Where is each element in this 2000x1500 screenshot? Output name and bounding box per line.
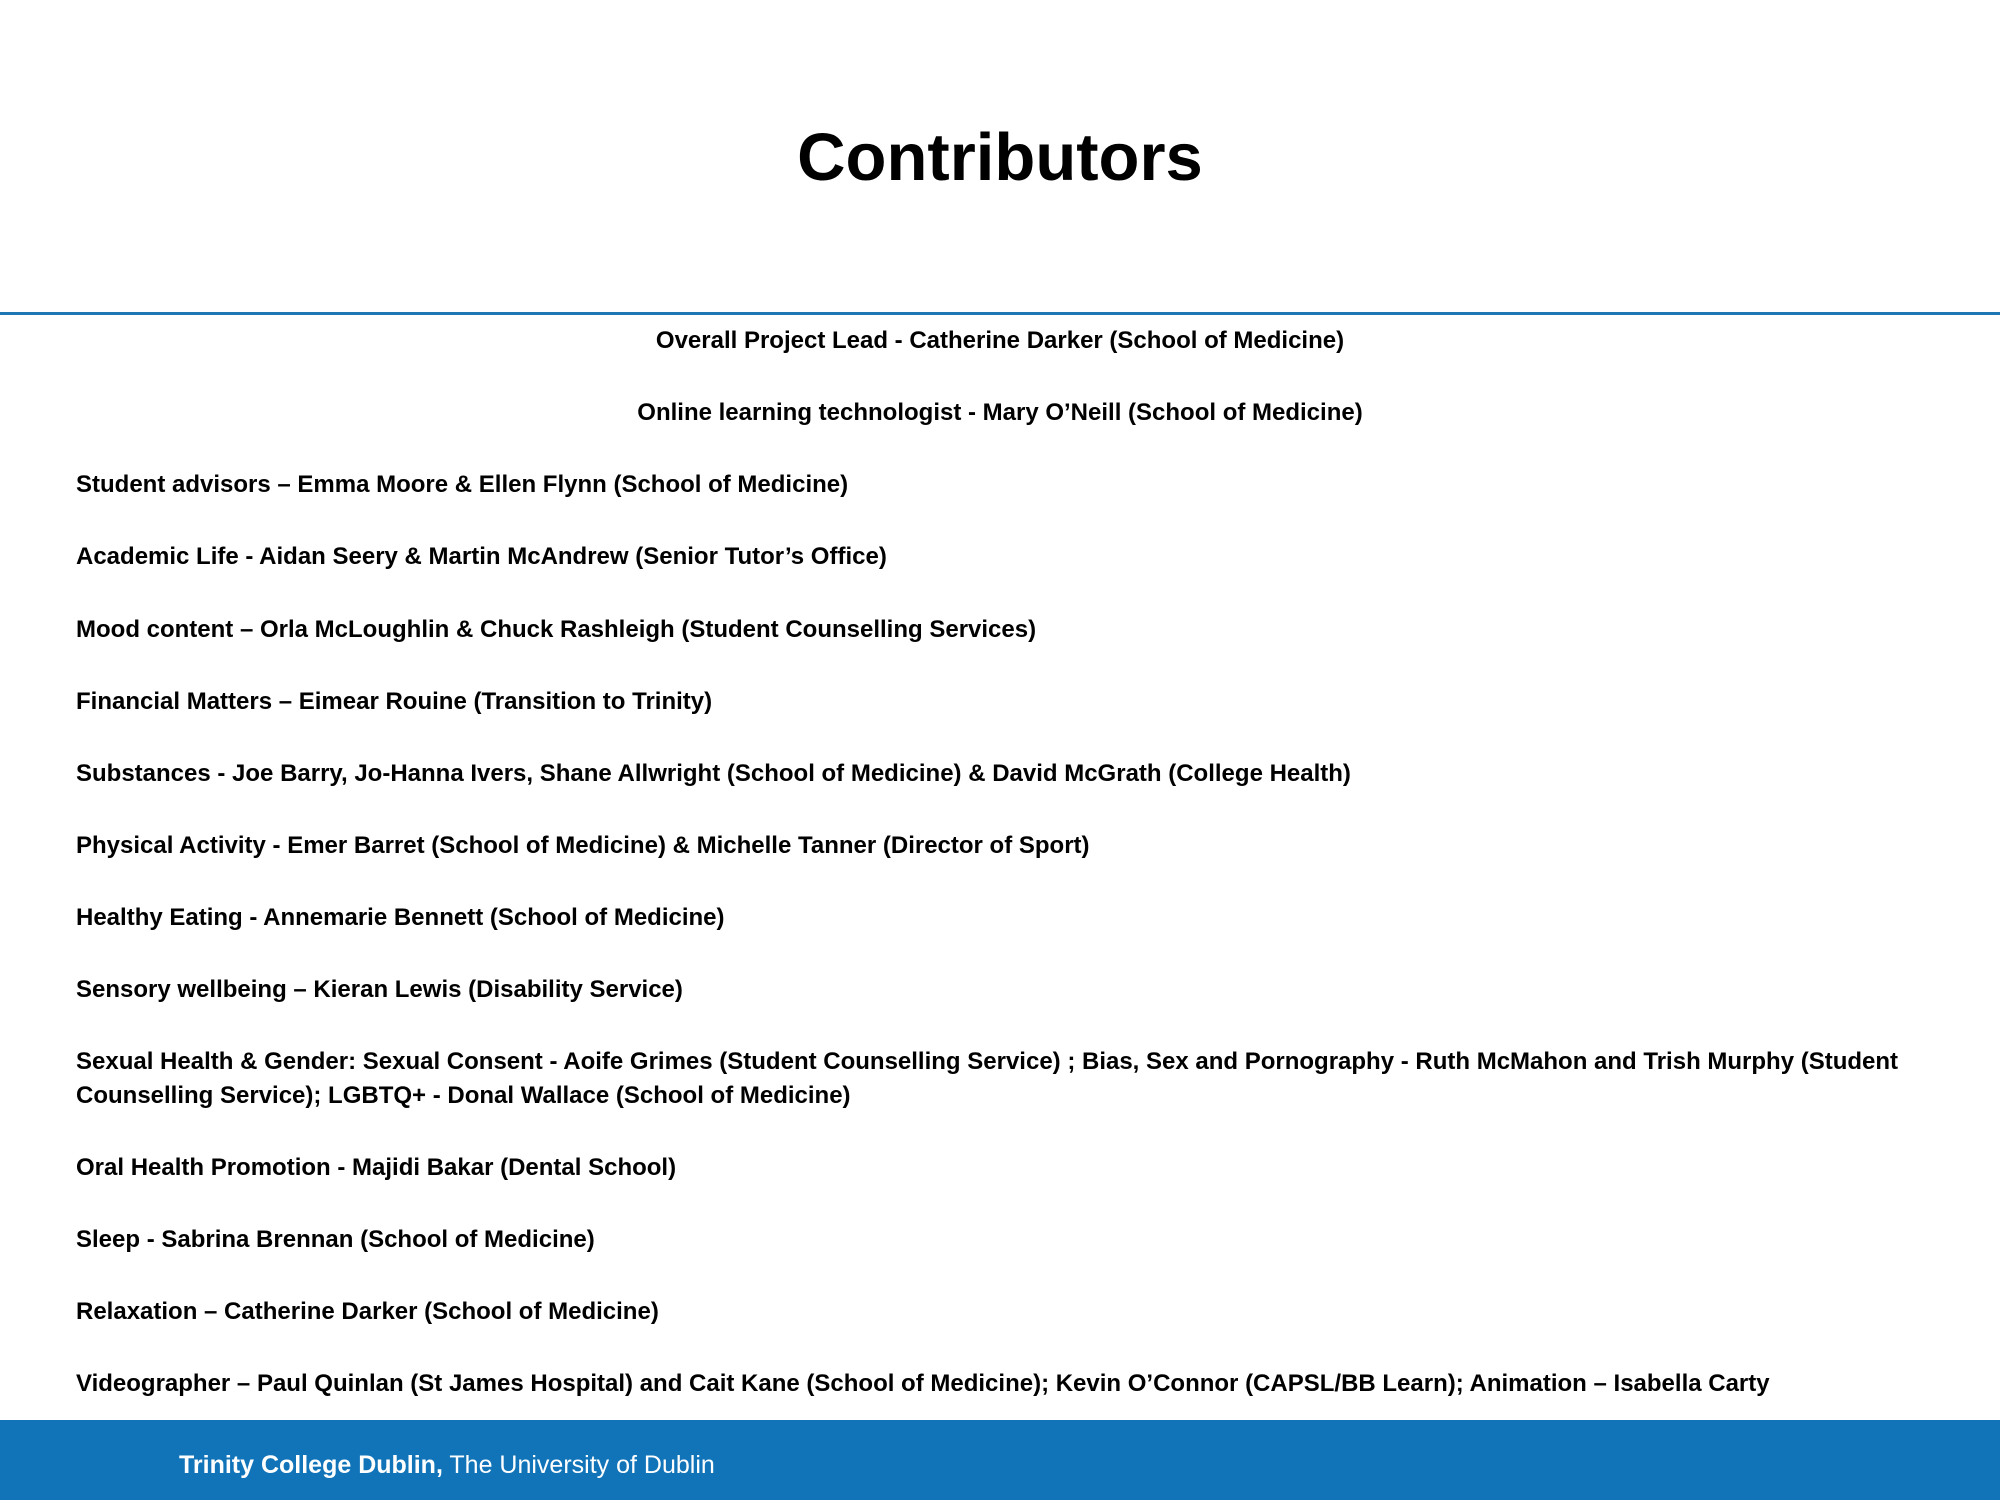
contributor-line-financial-matters: Financial Matters – Eimear Rouine (Transition to Trinity) [76, 688, 713, 715]
footer-institution: Trinity College Dublin, [179, 1451, 443, 1479]
contributor-line-physical-activity: Physical Activity - Emer Barret (School of Medicine) & Michelle Tanner (Director of Sport) [76, 832, 1090, 859]
contributor-line-student-advisors: Student advisors – Emma Moore & Ellen Flynn (School of Medicine) [76, 471, 849, 498]
contributor-line-substances: Substances - Joe Barry, Jo-Hanna Ivers, Shane Allwright (School of Medicine) & David McGrath (College Health) [76, 760, 1351, 787]
contributor-line-oral-health: Oral Health Promotion - Majidi Bakar (Dental School) [76, 1154, 677, 1181]
footer-subtitle: The University of Dublin [442, 1451, 715, 1479]
footer-bar [0, 1420, 2000, 1500]
title-divider [0, 312, 2000, 315]
footer-text [179, 1448, 715, 1482]
project-lead-line: Overall Project Lead - Catherine Darker (School of Medicine) [655, 327, 1345, 354]
technologist-line: Online learning technologist - Mary O’Neill (School of Medicine) [637, 399, 1363, 426]
contributor-line-sleep: Sleep - Sabrina Brennan (School of Medicine) [76, 1226, 595, 1253]
contributor-line-sensory-wellbeing: Sensory wellbeing – Kieran Lewis (Disability Service) [76, 976, 683, 1003]
contributor-line-mood-content: Mood content – Orla McLoughlin & Chuck Rashleigh (Student Counselling Services) [76, 616, 1037, 643]
page-title: Contributors [797, 120, 1203, 195]
contributor-line-relaxation: Relaxation – Catherine Darker (School of Medicine) [76, 1298, 659, 1325]
contributor-line-sexual-health: Sexual Health & Gender: Sexual Consent - Aoife Grimes (Student Counselling Service) ; Bias, Sex and Pornography - Ruth McMahon and Trish Murphy (Student Counselling Service); LGBTQ+ - Donal Wallace (School of Medicine) [76, 1048, 1899, 1109]
contributor-line-videographer: Videographer – Paul Quinlan (St James Hospital) and Cait Kane (School of Medicine); Kevin O’Connor (CAPSL/BB Learn); Animation – Isabella Carty [76, 1370, 1770, 1397]
contributor-line-healthy-eating: Healthy Eating - Annemarie Bennett (School of Medicine) [76, 904, 725, 931]
contributor-line-academic-life: Academic Life - Aidan Seery & Martin McAndrew (Senior Tutor’s Office) [76, 543, 887, 570]
